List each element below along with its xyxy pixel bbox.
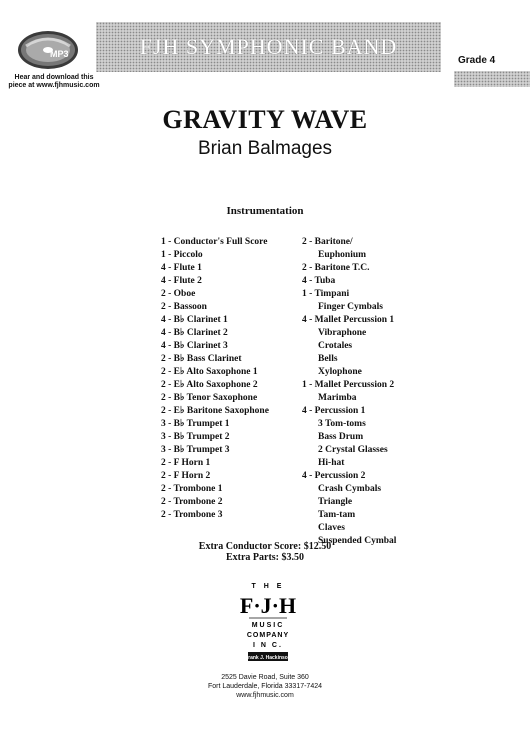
instrument-subitem: Claves [318,523,345,533]
instrumentation-right-column [302,236,396,548]
series-banner [96,22,441,72]
address-street: 2525 Davie Road, Suite 360 [221,674,309,681]
logo-company: COMPANY [246,632,290,639]
instrument-subitem: Bells [318,354,338,364]
mp3-cd-icon [16,26,86,76]
instrument-subitem: Triangle [318,497,353,507]
instrument-item: 4 - Flute 1 [161,263,202,273]
instrument-item: 3 - B♭ Trumpet 3 [161,445,230,455]
composer-name: Brian Balmages [197,138,333,159]
logo-music: MUSIC [251,622,285,629]
instrument-subitem: Bass Drum [318,432,364,442]
instrument-item: 3 - B♭ Trumpet 2 [161,432,230,442]
instrument-item: 2 - Trombone 2 [161,497,223,507]
instrument-item: 1 - Timpani [302,289,350,299]
instrument-subitem: Euphonium [318,250,367,260]
logo-the: T H E [251,583,285,590]
instrument-item: 1 - Mallet Percussion 2 [302,380,395,390]
instrument-item: 2 - Bassoon [161,302,207,312]
instrument-subitem: 2 Crystal Glasses [318,445,388,455]
instrument-item: 1 - Piccolo [161,250,203,260]
instrument-item: 4 - B♭ Clarinet 1 [161,315,228,325]
mp3-note-line-1: Hear and download this [14,74,94,81]
instrument-item: 2 - Trombone 1 [161,484,223,494]
instrumentation-heading: Instrumentation [226,205,304,217]
piece-title: GRAVITY WAVE [162,105,368,134]
instrument-subitem: Crash Cymbals [318,484,382,494]
instrument-item: 4 - B♭ Clarinet 2 [161,328,228,338]
instrument-item: 2 - E♭ Alto Saxophone 2 [161,380,258,390]
instrument-item: 1 - Conductor's Full Score [161,237,268,247]
fjh-publisher-logo [239,580,297,670]
instrument-item: 4 - B♭ Clarinet 3 [161,341,228,351]
logo-inc: I N C. [253,642,283,649]
instrument-subitem: Hi-hat [318,458,345,468]
publisher-address [0,673,530,700]
mp3-note-line-2: piece at www.fjhmusic.com [8,82,100,89]
instrument-item: 4 - Tuba [302,276,336,286]
instrumentation-left-column [161,236,269,522]
instrument-subitem: Vibraphone [318,328,367,338]
instrument-item: 2 - E♭ Baritone Saxophone [161,406,269,416]
pricing [0,541,530,563]
address-website: www.fjhmusic.com [236,692,294,699]
instrument-item: 2 - Baritone T.C. [302,263,370,273]
instrument-item: 4 - Percussion 1 [302,406,366,416]
address-city: Fort Lauderdale, Florida 33317-7424 [207,683,323,690]
instrument-item: 4 - Percussion 2 [302,471,366,481]
instrument-subitem: Marimba [318,393,357,403]
instrument-item: 2 - F Horn 2 [161,471,211,481]
logo-founder: Frank J. Hackinson [245,655,291,661]
instrument-item: 3 - B♭ Trumpet 1 [161,419,230,429]
instrument-item: 4 - Mallet Percussion 1 [302,315,395,325]
mp3-download-note [4,74,104,90]
instrument-item: 2 - F Horn 1 [161,458,211,468]
logo-monogram: F·J·H [239,593,297,618]
series-banner-text: FJH SYMPHONIC BAND [139,34,398,59]
instrument-item: 2 - B♭ Bass Clarinet [161,354,242,364]
grade-label: Grade 4 [458,55,496,66]
extra-score-price: Extra Conductor Score: $12.50 [198,541,332,552]
instrument-subitem: 3 Tom-toms [318,419,366,429]
extra-parts-price: Extra Parts: $3.50 [225,552,305,563]
instrument-subitem: Crotales [318,341,353,351]
instrument-item: 2 - Baritone/ [302,237,353,247]
instrument-subitem: Tam-tam [318,510,356,520]
instrument-subitem: Xylophone [318,367,362,377]
instrument-item: 2 - E♭ Alto Saxophone 1 [161,367,258,377]
instrument-subitem: Suspended Cymbal [318,536,397,546]
mp3-badge: MP3 [50,49,69,59]
instrument-item: 4 - Flute 2 [161,276,202,286]
instrument-item: 2 - Oboe [161,289,196,299]
instrument-item: 2 - Trombone 3 [161,510,223,520]
instrument-item: 2 - B♭ Tenor Saxophone [161,393,258,403]
instrument-subitem: Finger Cymbals [318,302,384,312]
grade-bar [454,71,530,87]
